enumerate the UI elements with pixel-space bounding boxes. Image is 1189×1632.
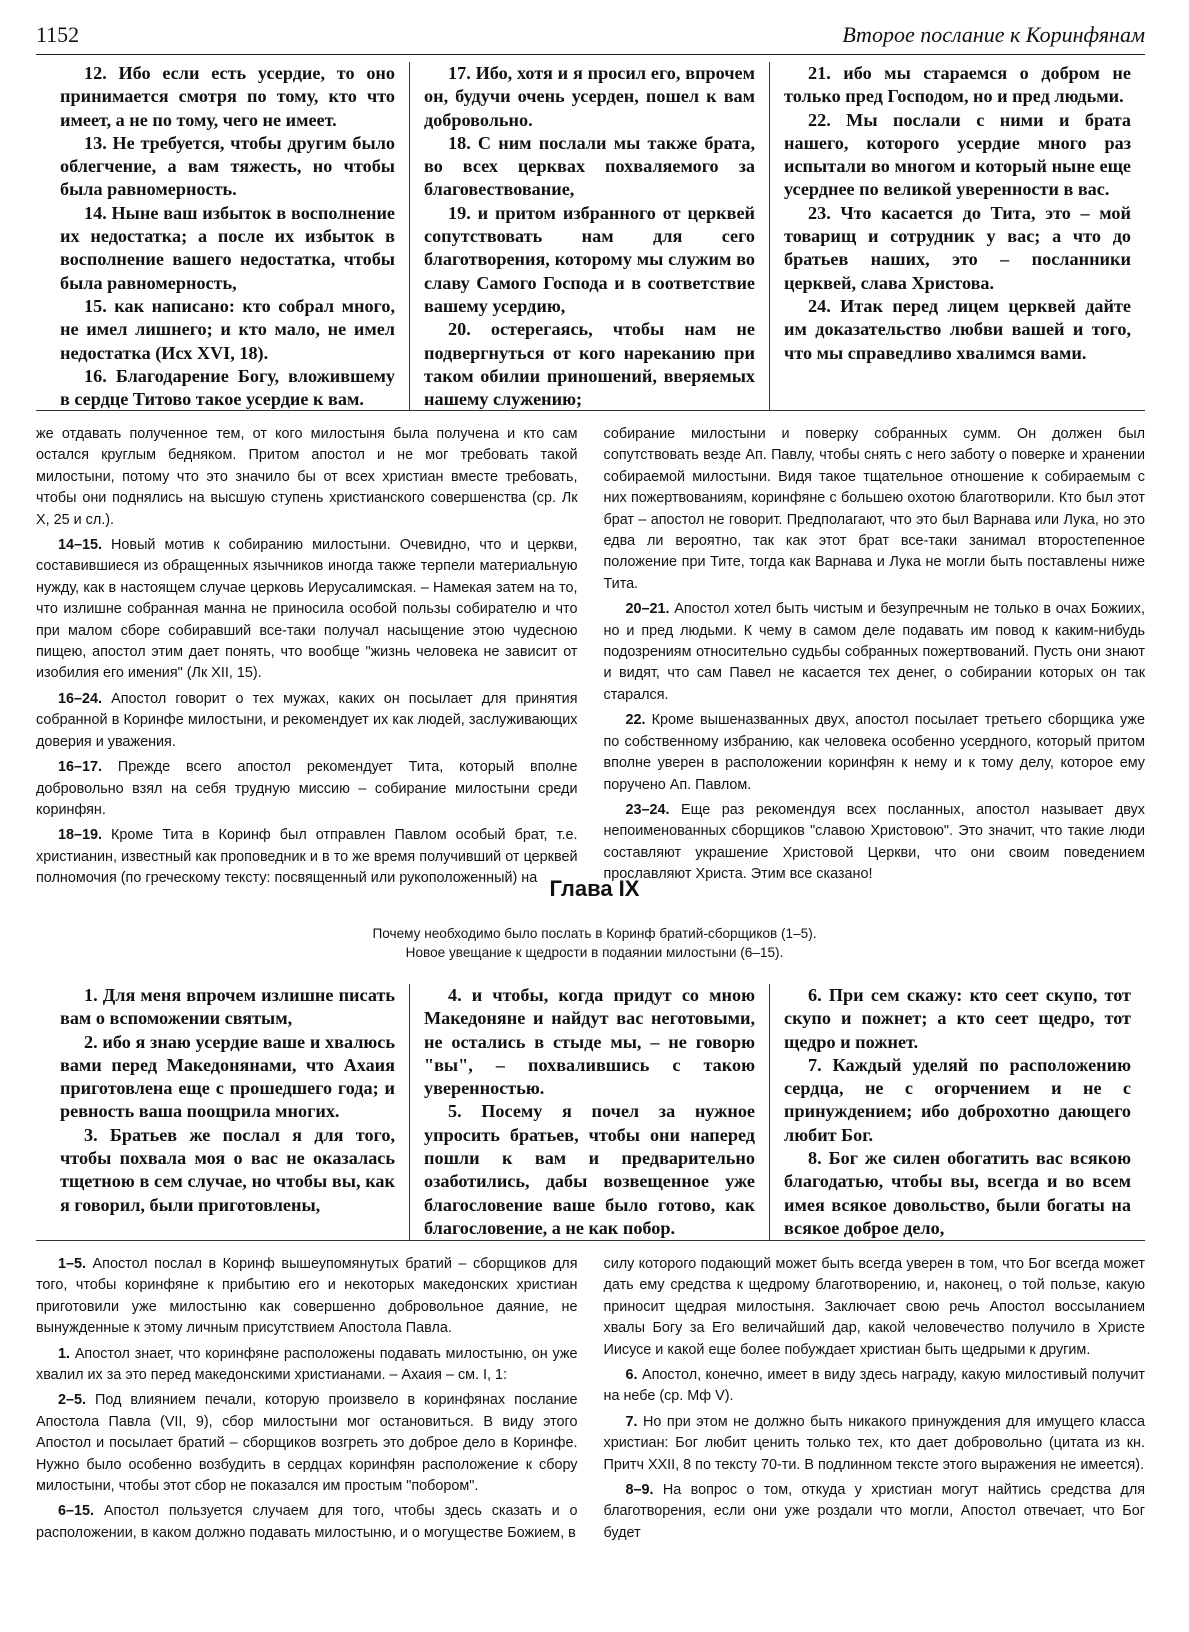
bible-column [409,62,769,411]
commentary-paragraph: же отдавать полученное тем, от кого милостыня была получена и кто сам остался круглым бедняком. Притом апостол и не мог требовать такой милостыни, потому что это значило бы от всех христиан вместе требовать, чтобы они поднялись на высшую ступень христианского совершенства (ср. Лк X, 25 и сл.). [36,426,578,528]
verse: 22. Мы послали с ними и брата нашего, которого усердие много раз испытали во многом и который ныне еще усерднее по великой уверенности в вас. [784,109,1131,200]
bible-column [36,62,409,411]
verse: 21. ибо мы стараемся о добром не только пред Господом, но и пред людьми. [784,63,1131,107]
verse: 4. и чтобы, когда придут со мною Македоняне и найдут вас неготовыми, не остались в стыде мы, – не говорю "вы", – похвалившись с такою уверенностью. [424,985,755,1099]
verse: 19. и притом избранного от церквей сопутствовать нам для сего благотворения, которому мы служим во славу Самого Господа и в соответствие вашему усердию, [424,202,755,316]
commentary-paragraph: 2–5. Под влиянием печали, которую произвело в коринфянах послание Апостола Павла (VII, 9), сбор милостыни мог остановиться. В виду этого Апостол и посылает братий – сборщиков возгреть это доброе дело в Коринфе. Нужно было особенно возбудить в сердцах коринфян расположение к сбору милостыни, чтобы этот сбор не показался им простым "побором". [36,1392,578,1495]
verse: 13. Не требуется, чтобы другим было облегчение, а вам тяжесть, но чтобы была равномерность. [60,132,395,200]
commentary-paragraph: 6–15. Апостол пользуется случаем для того, чтобы здесь сказать и о расположении, в каком должно подавать милостыню, и о могуществе Божием, в [36,1503,578,1541]
commentary-paragraph: 16–24. Апостол говорит о тех мужах, каких он посылает для принятия собранной в Коринфе милостыни, и рекомендует их как людей, заслуживающих доверия и уважения. [36,690,578,750]
commentary-column [604,424,1146,894]
commentary-paragraph: 18–19. Кроме Тита в Коринф был отправлен Павлом особый брат, т.е. христианин, известный как проповедник и в то же время получивший от церквей полномочия (по греческому тексту: посвященный или рукоположенный) на [36,827,578,887]
commentary-paragraph: силу которого подающий может быть всегда уверен в том, что Бог всегда может дать ему средства к щедрому благотворению, и, наконец, о той пользе, какую приносит щедрая милостыня. Заключает свою речь Апостол воссыланием хвалы Богу за Его величайший дар, какой человечество получило в Христе Иисусе и какой еще более побуждает христиан быть щедрыми к другим. [603,1256,1145,1358]
commentary-column [36,1254,578,1548]
section-divider [36,410,1145,411]
commentary-paragraph: собирание милостыни и поверку собранных сумм. Он должен был сопутствовать везде Ап. Павлу, чтобы снять с него заботу о поверке и хранении собираемой милостыни. Видя такое тщательное отношение к собираемым с них пожертвованиям, коринфяне с большею охотою благотворили. Кто был этот брат – апостол не говорит. Предполагают, что это был Варнава или Лука, но это едва ли вероятно, так как этот брат все-таки занимал второстепенное положение при Тите, тогда как Варнава и Лука не могли быть поставлены ниже Тита. [603,426,1145,592]
running-title: Второе послание к Коринфянам [842,22,1145,47]
chapter-summary [0,924,1189,962]
bible-column [769,62,1145,411]
page-header [36,20,1145,55]
verse: 14. Ныне ваш избыток в восполнение их недостатка; а после их избыток в восполнение вашего недостатка, чтобы была равномерность, [60,202,395,293]
commentary-paragraph: 20–21. Апостол хотел быть чистым и безупречным не только в очах Божиих, но и пред людьми. К чему в самом деле подавать им повод к каким-нибудь подозрениям относительно судьбы собранных пожертвований. Пусть они знают и видят, что сам Павел не касается тех денег, о собирании которых он так старался. [603,601,1146,703]
summary-line: Почему необходимо было послать в Коринф братий-сборщиков (1–5). [372,926,817,941]
verse: 7. Каждый уделяй по расположению сердца, не с огорчением и не с принуждением; ибо доброхотно дающего любит Бог. [784,1054,1131,1145]
bible-column [769,984,1145,1240]
bible-column [409,984,769,1240]
commentary-column [36,424,578,894]
commentary-paragraph: 23–24. Еще раз рекомендуя всех посланных, апостол называет двух непоименованных сборщиков "славою Христовою". Это значит, что такие люди составляют украшение Христовой Церкви, что они своим поведением прославляют Христа. Этим все сказано! [603,801,1146,883]
verse: 20. остерегаясь, чтобы нам не подвергнуться от кого нареканию при таком обилии приношений, вверяемых нашему служению; [424,319,755,410]
verse: 12. Ибо если есть усердие, то оно принимается смотря по тому, кто что имеет, а не по тому, чего не имеет. [60,63,395,130]
commentary-paragraph: 6. Апостол, конечно, имеет в виду здесь награду, какую милостивый получит на небе (ср. Мф V). [603,1367,1145,1405]
chapter-title: Глава IX [549,876,640,901]
verse: 5. Посему я почел за нужное упросить братьев, чтобы они наперед пошли к вам и предварительно озаботились, дабы возвещенное уже благословение ваше было готово, как благословение, а не как побор. [424,1101,755,1238]
verse: 17. Ибо, хотя и я просил его, впрочем он, будучи очень усерден, пошел к вам добровольно. [424,63,755,130]
commentary-paragraph: 8–9. На вопрос о том, откуда у христиан могут найтись средства для благотворения, если они уже роздали что могли, Апостол отвечает, что Бог будет [603,1482,1146,1541]
commentary-top [36,424,1145,894]
verse: 18. С ним послали мы также брата, во всех церквах похваляемого за благовествование, [424,132,755,200]
verse: 24. Итак перед лицем церквей дайте им доказательство любви вашей и того, что мы справедливо хвалимся вами. [784,295,1131,363]
commentary-paragraph: 7. Но при этом не должно быть никакого принуждения для имущего класса христиан: Бог любит ценить только тех, кто дает добровольно (цитата из кн. Притч XXII, 8 по тексту 70-ти. В подлинном тексте этого выражения не имеется). [603,1413,1146,1473]
verse: 16. Благодарение Богу, вложившему в сердце Титово такое усердие к вам. [60,365,395,410]
verse: 6. При сем скажу: кто сеет скупо, тот скупо и пожнет; а кто сеет щедро, тот щедро и пожнет. [784,985,1131,1052]
verse: 2. ибо я знаю усердие ваше и хвалюсь вами перед Македонянами, что Ахаия приготовлена еще с прошедшего года; и ревность ваша поощрила многих. [60,1031,395,1122]
commentary-paragraph: 16–17. Прежде всего апостол рекомендует Тита, который вполне добровольно взял на себя трудную миссию – собирание милостыни среди коринфян. [36,759,578,818]
verse: 15. как написано: кто собрал много, не имел лишнего; и кто мало, не имел недостатка (Исх XVI, 18). [60,295,395,363]
commentary-paragraph: 22. Кроме вышеназванных двух, апостол посылает третьего сборщика уже по собственному избранию, как человека особенно усердного, который притом вполне уверен в расположении коринфян к нему и к тому делу, которое ему поручено Ап. Павлом. [603,712,1145,793]
commentary-paragraph: 1. Апостол знает, что коринфяне расположены подавать милостыню, он уже хвалил их за это перед македонскими христианами. – Ахаия – см. I, 1: [36,1345,578,1384]
verse: 8. Бог же силен обогатить вас всякою благодатью, чтобы вы, всегда и во всем имея всякое довольство, были богаты на всякое доброе дело, [784,1148,1131,1238]
commentary-paragraph: 1–5. Апостол послал в Коринф вышеупомянутых братий – сборщиков для того, чтобы коринфяне к прибытию его и некоторых македонских христиан приготовили уже милостыню как совершенно добровольное даяние, не вынужденные к этому личным присутствием Апостола Павла. [36,1256,578,1337]
bible-column [36,984,409,1240]
verse: 23. Что касается до Тита, это – мой товарищ и сотрудник у вас; а что до братьев наших, это – посланники церквей, слава Христова. [784,202,1131,293]
commentary-column [604,1254,1146,1548]
bible-text-top [36,62,1145,411]
bible-text-bottom [36,984,1145,1240]
verse: 1. Для меня впрочем излишне писать вам о вспоможении святым, [60,985,395,1029]
summary-line: Новое увещание к щедрости в подаянии милостыни (6–15). [405,945,784,960]
page-number: 1152 [36,22,80,47]
verse: 3. Братьев же послал я для того, чтобы похвала моя о вас не оказалась тщетною в сем случае, но чтобы вы, как я говорил, были приготовлены, [60,1124,395,1215]
section-divider [36,1240,1145,1241]
commentary-paragraph: 14–15. Новый мотив к собиранию милостыни. Очевидно, что и церкви, составившиеся из обращенных язычников иногда также терпели материальную нужду, как в настоящем случае церковь Иерусалимская. – Намекая затем на то, что излишне собранная манна не приносила особой пользы собирателю и что при малом сборе собиравший все-таки получал насыщение этою чудесною пищею, апостол этим дает понять, что вообще "жизнь человека не зависит от изобилия его имения" (Лк XII, 15). [36,537,578,682]
commentary-bottom [36,1254,1145,1548]
